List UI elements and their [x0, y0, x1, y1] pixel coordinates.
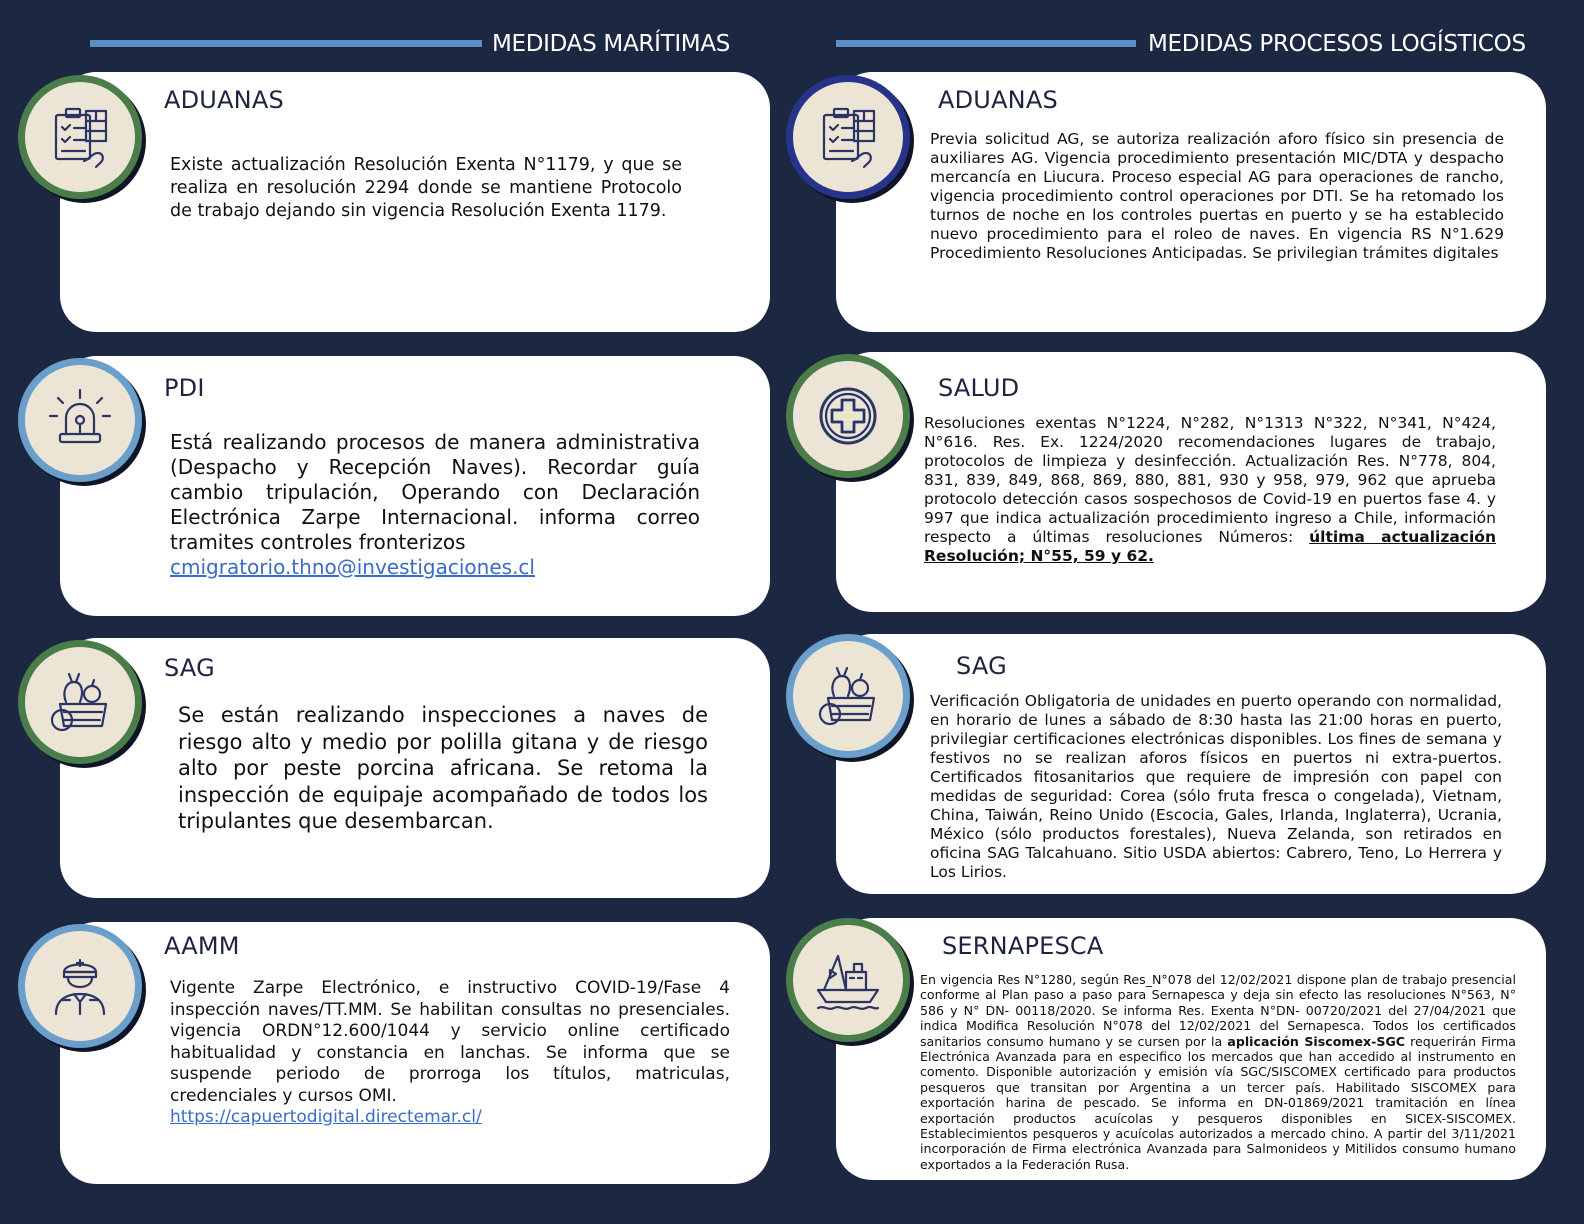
card-body [920, 972, 1516, 1172]
sag-maritime-card [60, 638, 770, 898]
card-body [170, 978, 730, 1129]
salud-resolution-emphasis: última actualización Resolución; N°55, 59 y 62. [924, 528, 1496, 565]
naval-officer-icon [18, 924, 142, 1048]
salud-card [836, 352, 1546, 612]
produce-basket-icon [786, 634, 910, 758]
aduanas-logistics-card [836, 72, 1546, 332]
left-column-title: MEDIDAS MARÍTIMAS [492, 31, 731, 57]
siscomex-sgc-emphasis: aplicación Siscomex-SGC [1227, 1033, 1406, 1049]
card-body: Existe actualización Resolución Exenta N°1179, y que se realiza en resolución 2294 donde se mantiene Protocolo de trabajo dejando sin vigencia Resolución Exenta 1179. [170, 155, 682, 221]
left-column-header [90, 28, 750, 58]
card-title: ADUANAS [164, 86, 284, 114]
card-body-text: Vigente Zarpe Electrónico, e instructivo COVID-19/Fase 4 inspección naves/TT.MM. Se habilitan consultas no presenciales. vigencia ORDN°12.600/1044 y servicio online certificado habitualidad y constancia en lanchas. Se informa que se suspende periodo de prorroga los títulos, matriculas, credenciales y cursos OMI. [170, 978, 730, 1106]
card-title: SAG [164, 654, 215, 682]
aamm-card [60, 922, 770, 1184]
card-body-text: requerirán Firma Electrónica Avanzada para en especifico los mercados que han accedido al instrumento en comento. Disponible autorización y emisión vía SGC/SISCOMEX certificado para productos pesqueros que transitan por Argentina a un tercer país. Habilitado SISCOMEX para exportación harina de pescado. Se informa en DN-01869/2021 tramitación en línea exportación productos acuícolas y pesqueros disponibles en SICEX-SISCOMEX. Establecimientos pesqueros y acuícolas autorizados a mercado chino. A partir del 3/11/2021 incorporación de Firma electrónica Avanzada para Salmonideos y Mitilidos consumo humano exportados a la Federación Rusa. [920, 1033, 1516, 1172]
card-body [924, 414, 1496, 566]
capuerto-link[interactable]: https://capuertodigital.directemar.cl/ [170, 1107, 482, 1127]
pdi-card [60, 356, 770, 616]
right-column-title: MEDIDAS PROCESOS LOGÍSTICOS [1148, 31, 1526, 57]
card-body [170, 430, 700, 580]
card-body-text: En vigencia Res N°1280, según Res_N°078 del 12/02/2021 dispone plan de trabajo presencial conforme al Plan paso a paso para Sernapesca y deja sin efecto las resoluciones N°563, N° 586 y N° DN- 00118/2020. Se informa Res. Exenta N°DN- 00720/2021 del 27/04/2021 que indica Modifica Resolución N°078 del 12/02/2021 del Sernapesca. Todos los certificados sanitarios consumo humano y se cursen por la [920, 972, 1516, 1049]
pdi-email-link[interactable]: cmigratorio.thno@investigaciones.cl [170, 555, 535, 579]
sernapesca-card [836, 918, 1546, 1180]
card-body: Se están realizando inspecciones a naves de riesgo alto y medio por polilla gitana y de riesgo alto por peste porcina africana. Se retoma la inspección de equipaje acompañado de todos los tripulantes que desembarcan. [178, 703, 708, 833]
medical-cross-icon [786, 354, 910, 478]
customs-clipboard-icon [786, 75, 910, 199]
header-bar [90, 40, 482, 47]
aduanas-maritime-card [60, 72, 770, 332]
card-body: Verificación Obligatoria de unidades en puerto operando con normalidad, en horario de lunes a sábado de 8:30 hasta las 21:00 horas en puerto, privilegiar certificaciones electrónicas disponibles. Los fines de semana y festivos no se realizan aforos físicos en puertos ni extra-puertos. Certificados fitosanitarios que requiere de impresión con papel con medidas de seguridad: Corea (sólo fruta fresca o congelada), Vietnam, China, Taiwán, Reino Unido (Escocia, Gales, Irlanda, Inglaterra), Ucrania, México (sólo productos forestales), Nueva Zelanda, son retirados en oficina SAG Talcahuano. Sitio USDA abiertos: Cabrero, Teno, Lo Herrera y Los Lirios. [930, 692, 1502, 881]
card-body-text: Está realizando procesos de manera administrativa (Despacho y Recepción Naves). Recordar guía cambio tripulación, Operando con Declaración Electrónica Zarpe Internacional. informa correo tramites controles fronterizos [170, 430, 700, 554]
card-title: SERNAPESCA [942, 932, 1104, 960]
card-title: PDI [164, 374, 205, 402]
card-body-text: Resoluciones exentas N°1224, N°282, N°1313 N°322, N°341, N°424, N°616. Res. Ex. 1224/2020 recomendaciones lugares de trabajo, protocolos de limpieza y desinfección. Actualización Res. N°778, 804, 831, 839, 849, 868, 869, 880, 881, 930 y 958, 979, 962 que aprueba protocolo detección casos sospechosos de Covid-19 en puertos fase 4. y 997 que indica actualización procedimiento ingreso a Chile, información respecto a últimas resoluciones Números: [924, 414, 1496, 546]
card-title: ADUANAS [938, 86, 1058, 114]
card-title: SALUD [938, 374, 1020, 402]
card-title: SAG [956, 652, 1007, 680]
card-body: Previa solicitud AG, se autoriza realización aforo físico sin presencia de auxiliares AG. Vigencia procedimiento presentación MIC/DTA y despacho mercancía en Liucura. Proceso especial AG para operaciones de rancho, vigencia procedimiento control operaciones por DTI. Se ha retomado los turnos de noche en los controles puertas en puerto y se ha establecido nuevo procedimiento para el roleo de naves. En vigencia RS N°1.629 Procedimiento Resoluciones Anticipadas. Se privilegian trámites digitales [930, 130, 1504, 262]
right-column-header [836, 28, 1556, 58]
header-bar [836, 40, 1136, 47]
fishing-ship-icon [786, 918, 910, 1042]
card-title: AAMM [164, 932, 240, 960]
siren-icon [18, 358, 142, 482]
sag-logistics-card [836, 634, 1546, 894]
produce-basket-icon [18, 640, 142, 764]
customs-clipboard-icon [18, 75, 142, 199]
